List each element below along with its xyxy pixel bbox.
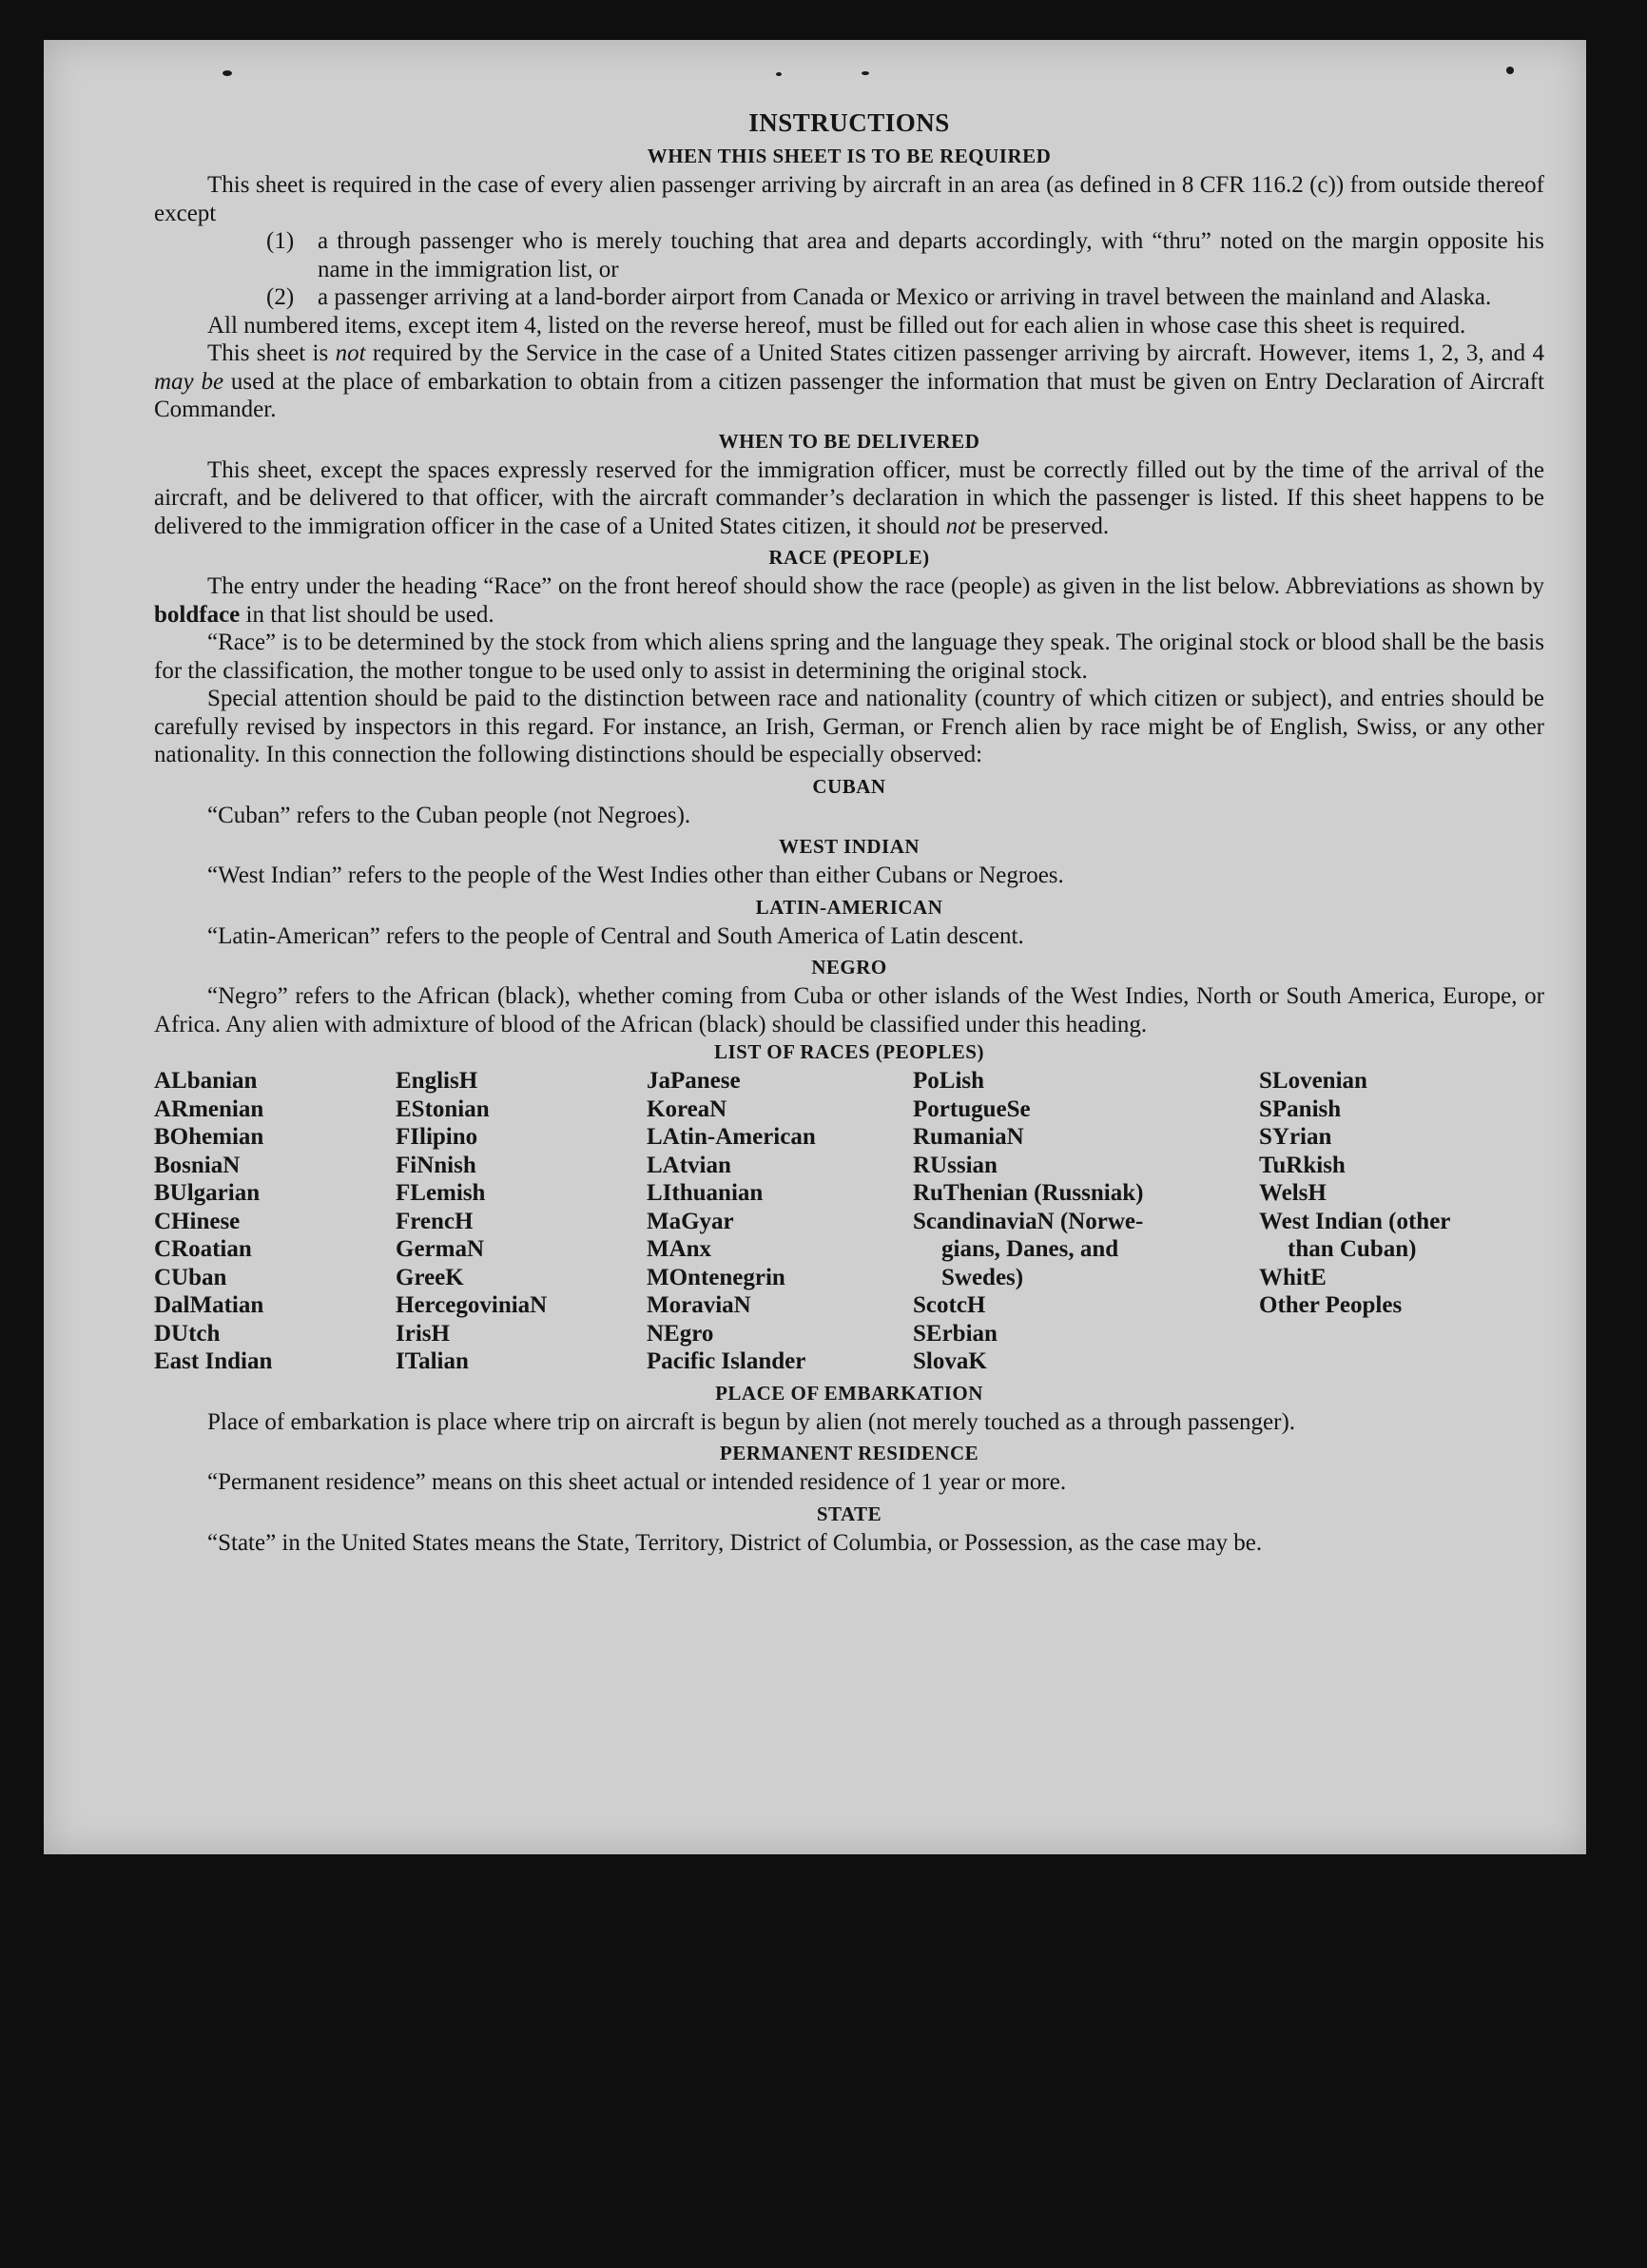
race-entry: ITalian	[396, 1348, 469, 1374]
numbered-exception-1	[266, 227, 1544, 283]
scan-speck	[862, 71, 869, 75]
race-entry: ScandinaviaN (Norwe-	[913, 1208, 1144, 1234]
page-title: INSTRUCTIONS	[748, 108, 950, 137]
section-heading-west-indian: WEST INDIAN	[778, 835, 920, 858]
race-entry: RumaniaN	[913, 1124, 1024, 1150]
section-heading-list-of-races: LIST OF RACES (PEOPLES)	[714, 1040, 984, 1063]
paragraph-numbered-items: All numbered items, except item 4, listed on the reverse hereof, must be filled out for each alien in whose case this sheet is required.	[207, 312, 1466, 339]
paragraph-race-entry	[154, 572, 1544, 629]
section-heading-race: RACE (PEOPLE)	[768, 546, 930, 569]
section-heading-place-of-embarkation: PLACE OF EMBARKATION	[715, 1381, 983, 1405]
scan-speck	[1506, 67, 1514, 74]
race-entry: Other Peoples	[1259, 1292, 1403, 1318]
section-heading-when-required: WHEN THIS SHEET IS TO BE REQUIRED	[647, 145, 1052, 167]
race-entry: SPanish	[1259, 1095, 1342, 1122]
text-run: The entry under the heading “Race” on the front hereof should show the race (people) as given in the list below. Abbreviations as shown by	[207, 573, 1544, 599]
document-sheet	[44, 40, 1586, 1854]
instructions-content	[154, 107, 1544, 1557]
race-entry: than Cuban)	[1288, 1236, 1417, 1262]
race-entry: WhitE	[1259, 1264, 1327, 1290]
races-column-1	[154, 1067, 396, 1376]
race-entry: SlovaK	[913, 1348, 987, 1374]
definition-cuban: “Cuban” refers to the Cuban people (not Negroes).	[207, 802, 691, 828]
races-list	[154, 1067, 1544, 1376]
races-column-3	[647, 1067, 913, 1376]
race-entry: KoreaN	[647, 1095, 727, 1122]
race-entry: MaGyar	[647, 1208, 734, 1234]
race-entry: FiNnish	[396, 1152, 476, 1178]
race-entry: East Indian	[154, 1348, 273, 1374]
race-entry: gians, Danes, and	[941, 1236, 1119, 1262]
race-entry: WelsH	[1259, 1180, 1327, 1206]
definition-west-indian: “West Indian” refers to the people of the West Indies other than either Cubans or Negroes.	[207, 863, 1064, 888]
section-heading-latin-american: LATIN-AMERICAN	[755, 895, 943, 919]
race-entry: FrencH	[396, 1208, 474, 1234]
paragraph-citizen-exemption	[154, 339, 1544, 424]
paragraph-required-intro: This sheet is required in the case of every alien passenger arriving by aircraft in an area (as defined in 8 CFR 116.2 (c)) from outside thereof except	[154, 172, 1544, 226]
item-text: a through passenger who is merely touching that area and departs accordingly, with “thru” noted on the margin opposite his name in the immigration list, or	[318, 228, 1544, 282]
race-entry: ScotcH	[913, 1292, 986, 1318]
race-entry: MAnx	[647, 1236, 712, 1262]
race-entry: LIthuanian	[647, 1180, 764, 1206]
race-entry: IrisH	[396, 1320, 450, 1347]
numbered-exception-2	[266, 283, 1544, 312]
race-entry: NEgro	[647, 1320, 714, 1347]
race-entry: BosniaN	[154, 1152, 241, 1178]
race-entry: DUtch	[154, 1320, 221, 1347]
text-run: in that list should be used.	[240, 601, 494, 628]
race-entry: ALbanian	[154, 1068, 258, 1094]
race-entry: RUssian	[913, 1152, 998, 1178]
item-text: a passenger arriving at a land-border airport from Canada or Mexico or arriving in travel between the mainland and Alaska.	[318, 284, 1492, 310]
paragraph-race-vs-nationality: Special attention should be paid to the distinction between race and nationality (country of which citizen or subject), and entries should be carefully revised by inspectors in this regard. For instance, an Irish, German, or French alien by race might be of English, Swiss, or any other nationality. In this connection the following distinctions should be especially observed:	[154, 686, 1544, 767]
race-entry: EStonian	[396, 1095, 490, 1122]
race-entry: TuRkish	[1259, 1152, 1346, 1178]
scan-speck	[776, 72, 782, 76]
races-column-5	[1259, 1067, 1544, 1376]
paragraph-race-determination: “Race” is to be determined by the stock from which aliens spring and the language they speak. The original stock or blood shall be the basis for the classification, the mother tongue to be used only to assist in determining the original stock.	[154, 630, 1544, 684]
race-entry: Swedes)	[941, 1264, 1024, 1290]
definition-permanent-residence: “Permanent residence” means on this sheet actual or intended residence of 1 year or more.	[207, 1469, 1067, 1495]
race-entry: GermaN	[396, 1236, 485, 1262]
section-heading-permanent-residence: PERMANENT RESIDENCE	[719, 1442, 979, 1464]
emphasis-not: not	[335, 340, 366, 366]
race-entry: LAtin-American	[647, 1124, 816, 1150]
race-entry: BUlgarian	[154, 1180, 261, 1206]
race-entry: BOhemian	[154, 1124, 264, 1150]
race-entry: JaPanese	[647, 1068, 741, 1094]
definition-state: “State” in the United States means the State, Territory, District of Columbia, or Possession, as the case may be.	[207, 1529, 1263, 1556]
race-entry: EnglisH	[396, 1068, 478, 1094]
emphasis-not: not	[945, 513, 977, 539]
definition-negro: “Negro” refers to the African (black), whether coming from Cuba or other islands of the West Indies, North or South America, Europe, or Africa. Any alien with admixture of blood of the African (black) should be classified under this heading.	[154, 983, 1544, 1037]
definition-place-of-embarkation: Place of embarkation is place where trip on aircraft is begun by alien (not merely touched as a through passenger).	[207, 1408, 1296, 1435]
text-run: be preserved.	[976, 513, 1110, 539]
races-column-4	[913, 1067, 1259, 1376]
text-run: used at the place of embarkation to obtain from a citizen passenger the information that must be given on Entry Declaration of Aircraft Commander.	[154, 368, 1545, 422]
race-entry: LAtvian	[647, 1152, 731, 1178]
text-run: This sheet, except the spaces expressly reserved for the immigration officer, must be correctly filled out by the time of the arrival of the aircraft, and be delivered to that officer, with the aircraft commander’s declaration in which the passenger is listed. If this sheet happens to be delivered to the immigration officer in the case of a United States citizen, it should	[154, 456, 1544, 539]
race-entry: MOntenegrin	[647, 1264, 785, 1290]
race-entry: GreeK	[396, 1264, 464, 1290]
race-entry: MoraviaN	[647, 1292, 751, 1318]
race-entry: PoLish	[913, 1068, 985, 1094]
emphasis-boldface: boldface	[154, 601, 241, 628]
scan-speck	[223, 70, 232, 76]
emphasis-may-be: may be	[154, 368, 224, 395]
race-entry: ARmenian	[154, 1095, 264, 1122]
race-entry: CRoatian	[154, 1236, 252, 1262]
race-entry: DalMatian	[154, 1292, 264, 1318]
race-entry: RuThenian (Russniak)	[913, 1180, 1144, 1206]
section-heading-when-delivered: WHEN TO BE DELIVERED	[718, 429, 980, 453]
race-entry: PortugueSe	[913, 1095, 1031, 1122]
race-entry: SYrian	[1259, 1124, 1332, 1150]
race-entry: CHinese	[154, 1208, 241, 1234]
section-heading-cuban: CUBAN	[812, 774, 886, 798]
section-heading-state: STATE	[816, 1502, 882, 1525]
race-entry: FLemish	[396, 1180, 486, 1206]
item-number: (1)	[266, 228, 295, 254]
item-number: (2)	[266, 284, 295, 310]
race-entry: FIlipino	[396, 1124, 478, 1150]
race-entry: CUban	[154, 1264, 227, 1290]
race-entry: HercegoviniaN	[396, 1292, 548, 1318]
race-entry: SErbian	[913, 1320, 998, 1347]
paragraph-delivery	[154, 456, 1544, 541]
text-run: This sheet is	[207, 340, 336, 366]
race-entry: Pacific Islander	[647, 1348, 806, 1374]
text-run: required by the Service in the case of a United States citizen passenger arriving by aircraft. However, items 1, 2, 3, and 4	[365, 340, 1544, 366]
race-entry: West Indian (other	[1259, 1208, 1451, 1234]
race-entry: SLovenian	[1259, 1068, 1367, 1094]
section-heading-negro: NEGRO	[811, 956, 887, 979]
definition-latin-american: “Latin-American” refers to the people of Central and South America of Latin descent.	[207, 922, 1024, 949]
races-column-2	[396, 1067, 647, 1376]
